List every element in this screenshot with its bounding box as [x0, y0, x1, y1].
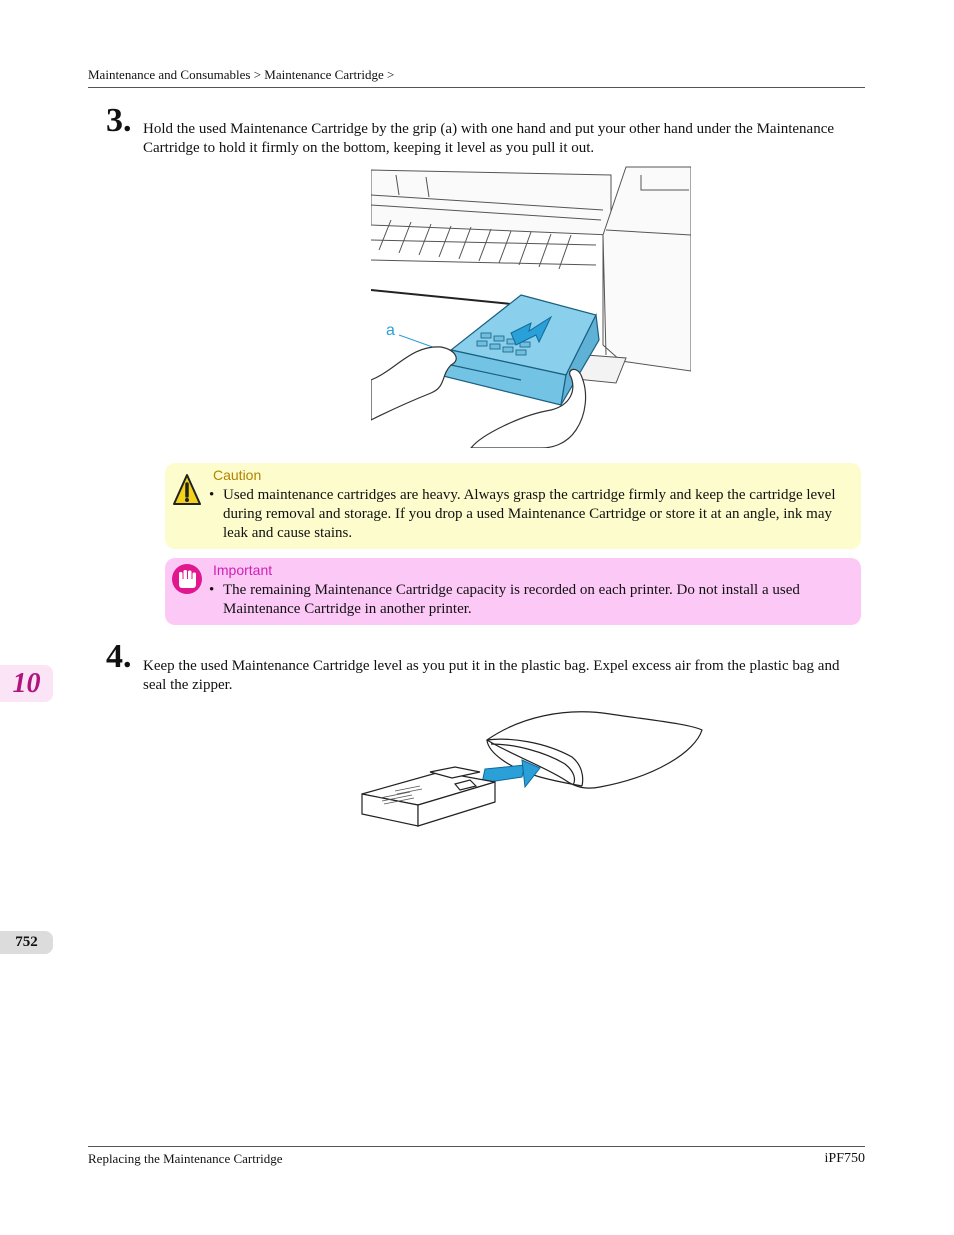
caution-note: [165, 463, 861, 549]
callout-label-a: a: [386, 322, 395, 339]
step-text: Keep the used Maintenance Cartridge level as you put it in the plastic bag. Expel excess air from the plastic bag and seal the zipper.: [143, 658, 840, 693]
step-number: 3.: [106, 102, 132, 139]
step-number: 4.: [106, 638, 132, 675]
warning-triangle-icon: [173, 472, 201, 508]
caution-bullet: • Used maintenance cartridges are heavy. Always grasp the cartridge firmly and keep the cartridge level during removal and storage. If you drop a used Maintenance Cartridge or store it at an angle, ink may leak and cause stains.: [213, 486, 839, 543]
important-title: Important: [213, 562, 273, 578]
footer: [88, 1146, 865, 1167]
step-text: Hold the used Maintenance Cartridge by the grip (a) with one hand and put your other hand under the Maintenance Cartridge to hold it firmly on the bottom, keeping it level as you pull it out.: [143, 121, 835, 156]
footer-model-name: iPF750: [824, 1151, 865, 1166]
important-bullet: • The remaining Maintenance Cartridge capacity is recorded on each printer. Do not install a used Maintenance Cartridge in another printer.: [213, 581, 839, 619]
breadcrumb: Maintenance and Consumables > Maintenance Cartridge >: [88, 67, 865, 88]
caution-title: Caution: [213, 467, 262, 483]
bagging-illustration: [360, 702, 705, 829]
page-number: 752: [0, 931, 53, 954]
important-note: [165, 558, 861, 625]
hand-stop-icon: [171, 563, 203, 595]
cartridge-removal-illustration: [371, 165, 691, 448]
footer-section-title: Replacing the Maintenance Cartridge: [88, 1151, 283, 1166]
chapter-tab[interactable]: 10: [0, 665, 53, 702]
